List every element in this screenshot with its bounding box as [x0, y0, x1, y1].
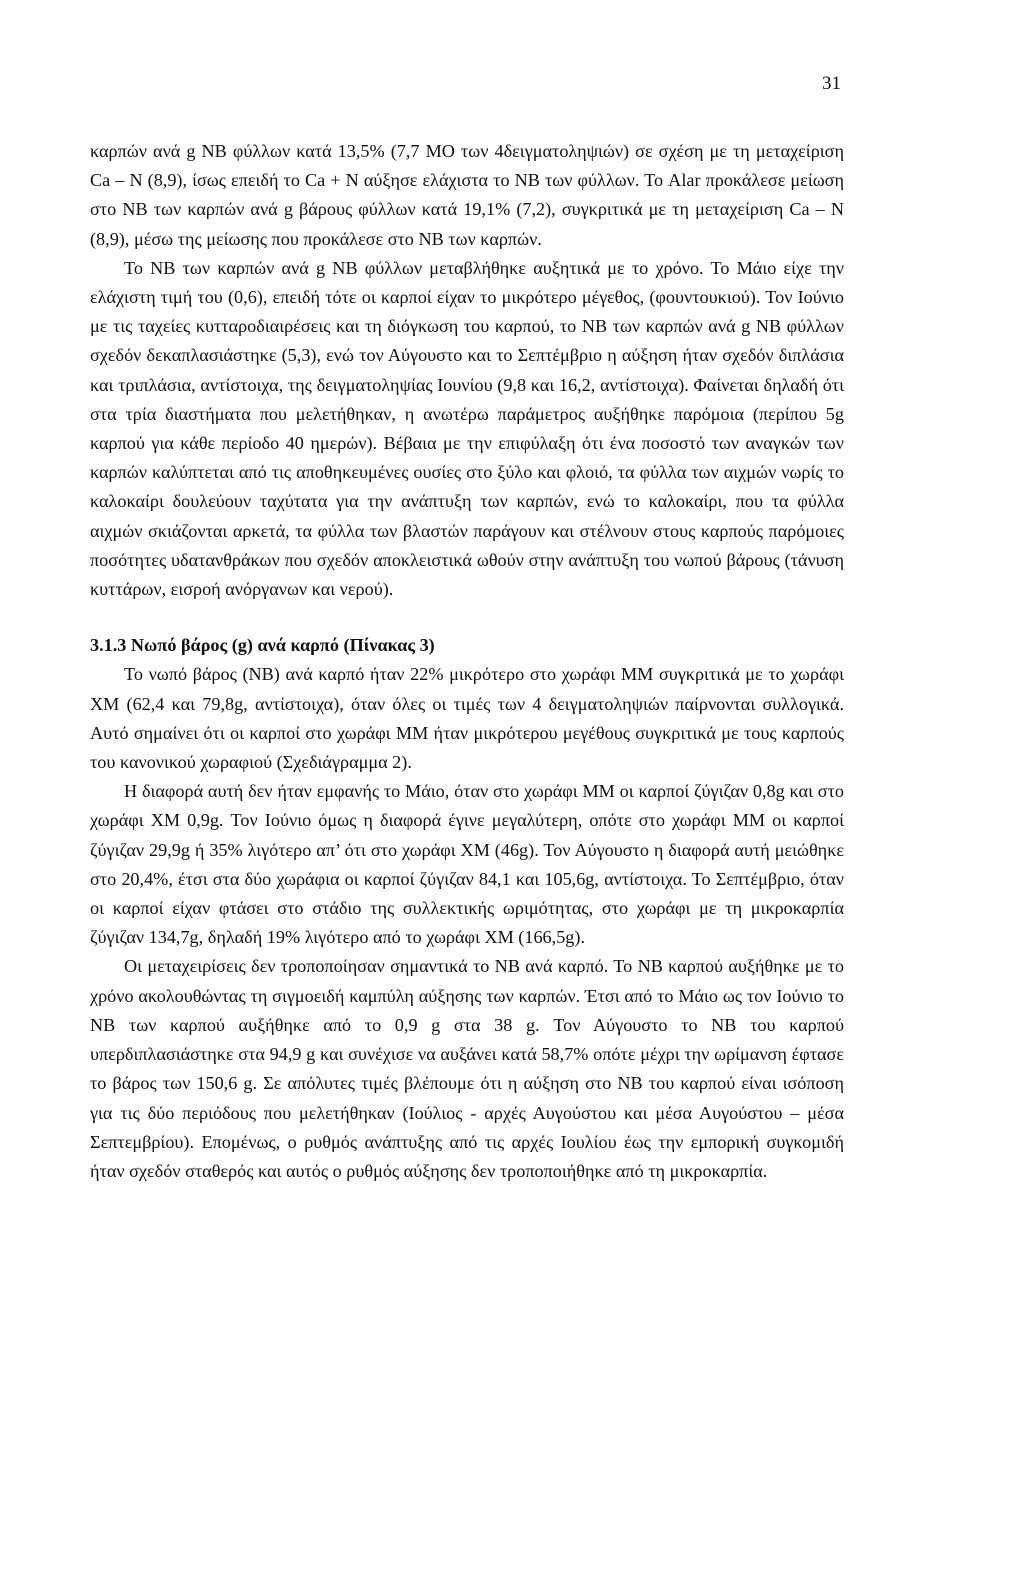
document-body	[90, 137, 844, 1186]
paragraph-nb-over-time: Το ΝΒ των καρπών ανά g ΝΒ φύλλων μεταβλήθηκε αυξητικά με το χρόνο. Το Μάιο είχε την ελάχιστη τιμή του (0,6), επειδή τότε οι καρποί είχαν το μικρότερο μέγεθος, (φουντουκιού). Τον Ιούνιο με τις ταχείες κυτταροδιαιρέσεις και τη διόγκωση του καρπού, το ΝΒ των καρπών ανά g ΝΒ φύλλων σχεδόν δεκαπλασιάστηκε (5,3), ενώ τον Αύγουστο και το Σεπτέμβριο η αύξηση ήταν σχεδόν διπλάσια και τριπλάσια, αντίστοιχα, της δειγματοληψίας Ιουνίου (9,8 και 16,2, αντίστοιχα). Φαίνεται δηλαδή ότι στα τρία διαστήματα που μελετήθηκαν, η ανωτέρω παράμετρος αυξήθηκε παρόμοια (περίπου 5g καρπού για κάθε περίοδο 40 ημερών). Βέβαια με την επιφύλαξη ότι ένα ποσοστό των αναγκών των καρπών καλύπτεται από τις αποθηκευμένες ουσίες στο ξύλο και φλοιό, τα φύλλα των αιχμών νωρίς το καλοκαίρι δουλεύουν ταχύτατα για την ανάπτυξη των καρπών, ενώ το καλοκαίρι, που τα φύλλα αιχμών σκιάζονται αρκετά, τα φύλλα των βλαστών παράγουν και στέλνουν στους καρπούς παρόμοιες ποσότητες υδατανθράκων που σχεδόν αποκλειστικά ωθούν στην ανάπτυξη του νωπού βάρους (τάνυση κυττάρων, εισροή ανόργανων και νερού).	[90, 257, 844, 600]
section-heading-title: 3.1.3 Νωπό βάρος (g) ανά καρπό	[90, 635, 339, 656]
paragraph-treatments: Οι μεταχειρίσεις δεν τροποποίησαν σημαντικά το ΝΒ ανά καρπό. Το ΝΒ καρπού αυξήθηκε με το χρόνο ακολουθώντας τη σιγμοειδή καμπύλη αύξησης των καρπών. Έτσι από το Μάιο ως τον Ιούνιο το ΝΒ των καρπού αυξήθηκε από το 0,9 g στα 38 g. Τον Αύγουστο το ΝΒ του καρπού υπερδιπλασιάστηκε στα 94,9 g και συνέχισε να αυξάνει κατά 58,7% οπότε μέχρι την ωρίμανση έφτασε το βάρος των 150,6 g. Σε απόλυτες τιμές βλέπουμε ότι η αύξηση στο ΝΒ του καρπού είναι ισόποση για τις δύο περιόδους που μελετήθηκαν (Ιούλιος - αρχές Αυγούστου και μέσα Αυγούστου – μέσα Σεπτεμβρίου). Επομένως, ο ρυθμός ανάπτυξης από τις αρχές Ιουλίου έως την εμπορική συγκομιδή ήταν σχεδόν σταθερός και αυτός ο ρυθμός αύξησης δεν τροποποιήθηκε από τη μικροκαρπία.	[90, 956, 844, 1181]
paragraph-fresh-weight: Το νωπό βάρος (ΝΒ) ανά καρπό ήταν 22% μικρότερο στο χωράφι ΜΜ συγκριτικά με το χωράφι ΧΜ (62,4 και 79,8g, αντίστοιχα), όταν όλες οι τιμές των 4 δειγματοληψιών παίρνονται συλλογικά. Αυτό σημαίνει ότι οι καρποί στο χωράφι ΜΜ ήταν μικρότερου μεγέθους συγκριτικά με τους καρπούς του κανονικού χωραφιού (Σχεδιάγραμμα 2).	[90, 664, 844, 773]
section-heading-reference: (Πίνακας 3)	[338, 635, 435, 656]
paragraph-continuation: καρπών ανά g ΝΒ φύλλων κατά 13,5% (7,7 ΜΟ των 4δειγματοληψιών) σε σχέση με τη μεταχείριση Ca – N (8,9), ίσως επειδή το Ca + N αύξησε ελάχιστα το ΝΒ των φύλλων. Το Alar προκάλεσε μείωση στο ΝΒ των καρπών ανά g βάρους φύλλων κατά 19,1% (7,2), συγκριτικά με τη μεταχείριση Ca – N (8,9), μέσω της μείωσης που προκάλεσε στο ΝΒ των καρπών.	[90, 141, 844, 249]
paragraph-monthly-difference: Η διαφορά αυτή δεν ήταν εμφανής το Μάιο, όταν στο χωράφι ΜΜ οι καρποί ζύγιζαν 0,8g και στο χωράφι ΧΜ 0,9g. Τον Ιούνιο όμως η διαφορά έγινε μεγαλύτερη, οπότε στο χωράφι ΜΜ οι καρποί ζύγιζαν 29,9g ή 35% λιγότερο απ’ ότι στο χωράφι ΧΜ (46g). Τον Αύγουστο η διαφορά αυτή μειώθηκε στο 20,4%, έτσι στα δύο χωράφια οι καρποί ζύγιζαν 84,1 και 105,6g, αντίστοιχα. Το Σεπτέμβριο, όταν οι καρποί είχαν φτάσει στο στάδιο της συλλεκτικής ωριμότητας, στο χωράφι με τη μικροκαρπία ζύγιζαν 134,7g, δηλαδή 19% λιγότερο από το χωράφι ΧΜ (166,5g).	[90, 781, 844, 948]
section-heading	[90, 631, 844, 660]
page-number: 31	[822, 73, 841, 94]
